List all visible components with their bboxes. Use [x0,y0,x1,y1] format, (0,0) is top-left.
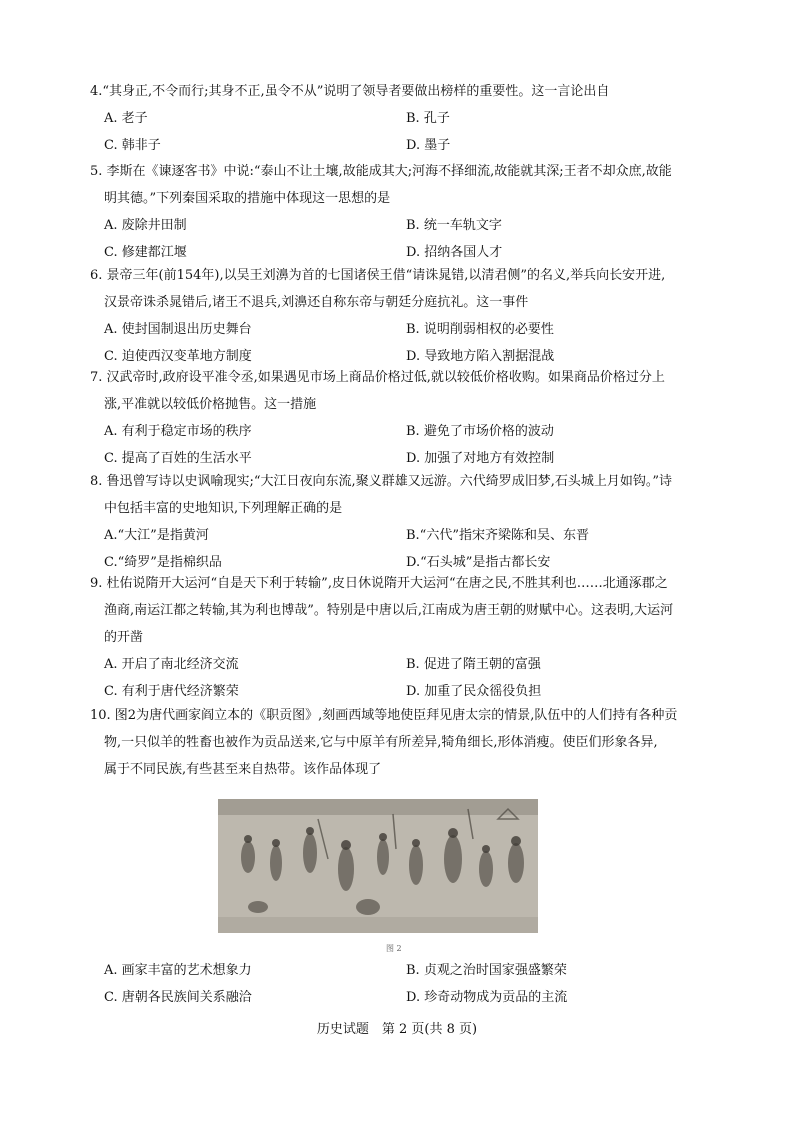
question-stem [90,262,720,316]
question-4 [90,78,720,159]
stem-line: 10. 图2为唐代画家阎立本的《职贡图》,刻画西域等地使臣拜见唐太宗的情景,队伍中的人们持有各种贡 [90,708,678,723]
option-c: C.“绮罗”是指棉织品 [104,555,222,570]
stem-line: 7. 汉武帝时,政府设平准令丞,如果遇见市场上商品价格过低,就以较低价格收购。如果商品价格过分上 [90,370,665,385]
stem-line: 明其德。”下列秦国采取的措施中体现这一思想的是 [104,191,391,206]
question-7 [90,364,720,472]
stem-line: 汉景帝诛杀晁错后,诸王不退兵,刘濞还自称东帝与朝廷分庭抗礼。这一事件 [104,295,529,310]
option-c: C. 修建都江堰 [104,245,187,260]
question-10 [90,702,720,783]
option-a: A. 使封国制退出历史舞台 [104,322,252,337]
question-10-options [90,957,720,1011]
stem-line: 4.“其身正,不令而行;其身不正,虽令不从”说明了领导者要做出榜样的重要性。这一言论出自 [90,84,610,99]
option-b: B. 说明削弱相权的必要性 [406,322,554,337]
option-a: A. 老子 [104,111,148,126]
option-b: B. 避免了市场价格的波动 [406,424,554,439]
question-stem [90,158,720,212]
option-a: A. 有利于稳定市场的秩序 [104,424,252,439]
option-c: C. 唐朝各民族间关系融洽 [104,990,252,1005]
painting-image [218,799,538,933]
question-stem [90,364,720,418]
option-b: B. 促进了隋王朝的富强 [406,657,541,672]
stem-line: 属于不同民族,有些甚至来自热带。该作品体现了 [104,762,382,777]
painting-figure [218,799,538,933]
stem-line: 6. 景帝三年(前154年),以吴王刘濞为首的七国诸侯王借“请诛晁错,以清君侧”的名义,举兵向长安开进, [90,268,666,283]
option-d: D. 招纳各国人才 [406,245,503,260]
question-9 [90,570,720,705]
option-d: D. 导致地方陷入割据混战 [406,349,555,364]
stem-line: 5. 李斯在《谏逐客书》中说:“泰山不让土壤,故能成其大;河海不择细流,故能就其深;王者不却众庶,故能 [90,164,672,179]
option-list [90,316,720,370]
option-c: C. 提高了百姓的生活水平 [104,451,252,466]
stem-line: 9. 杜佑说隋开大运河“自是天下利于转输”,皮日休说隋开大运河“在唐之民,不胜其利也……北通涿郡之 [90,576,668,591]
stem-line: 涨,平准就以较低价格抛售。这一措施 [104,397,317,412]
question-stem [90,570,720,651]
option-list [90,418,720,472]
question-stem [90,78,720,105]
option-list [90,212,720,266]
option-c: C. 韩非子 [104,138,161,153]
option-list [90,957,720,1011]
stem-line: 渔商,南运江都之转输,其为利也博哉”。特别是中唐以后,江南成为唐王朝的财赋中心。这表明,大运河 [104,603,674,618]
stem-line: 中包括丰富的史地知识,下列理解正确的是 [104,501,343,516]
figure-caption: 图 2 [386,944,402,953]
option-b: B.“六代”指宋齐梁陈和吴、东晋 [406,528,589,543]
option-list [90,651,720,705]
option-c: C. 有利于唐代经济繁荣 [104,684,239,699]
option-d: D.“石头城”是指古都长安 [406,555,551,570]
option-a: A.“大江”是指黄河 [104,528,209,543]
option-b: B. 孔子 [406,111,450,126]
option-c: C. 迫使西汉变革地方制度 [104,349,252,364]
option-d: D. 加重了民众徭役负担 [406,684,542,699]
option-a: A. 画家丰富的艺术想象力 [104,963,252,978]
option-list [90,522,720,576]
question-stem [90,702,720,783]
stem-line: 物,一只似羊的牲畜也被作为贡品送来,它与中原羊有所差异,犄角细长,形体消瘦。使臣们形象各异, [104,735,658,750]
option-a: A. 废除井田制 [104,218,187,233]
question-5 [90,158,720,266]
question-6 [90,262,720,370]
option-a: A. 开启了南北经济交流 [104,657,239,672]
question-stem [90,468,720,522]
option-d: D. 加强了对地方有效控制 [406,451,555,466]
stem-line: 的开凿 [104,630,144,645]
option-b: B. 统一车轨文字 [406,218,502,233]
question-8 [90,468,720,576]
page-footer: 历史试题 第 2 页(共 8 页) [316,1022,478,1037]
option-d: D. 墨子 [406,138,451,153]
stem-line: 8. 鲁迅曾写诗以史讽喻现实;“大江日夜向东流,聚义群雄又远游。六代绮罗成旧梦,石头城上月如钩。”诗 [90,474,672,489]
option-d: D. 珍奇动物成为贡品的主流 [406,990,568,1005]
option-b: B. 贞观之治时国家强盛繁荣 [406,963,567,978]
option-list [90,105,720,159]
